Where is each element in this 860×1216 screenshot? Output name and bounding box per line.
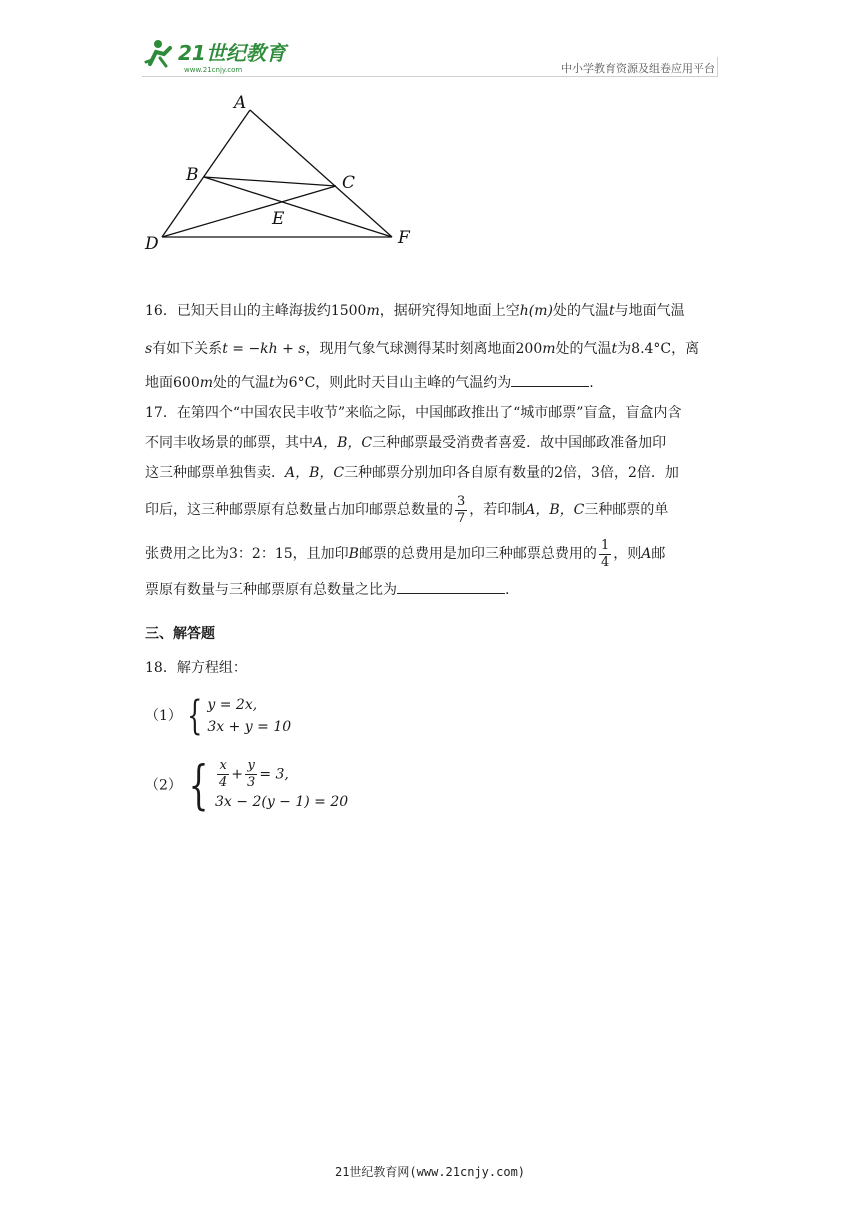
q16-text: ，现用气象气球测得某时刻离地面200 (305, 341, 543, 357)
label-C: C (342, 173, 356, 193)
q16-text: 与地面气温 (614, 303, 685, 319)
q16-answer-blank[interactable] (511, 372, 589, 387)
q17-number: 17． (145, 405, 177, 421)
section-heading: 三、解答题 (145, 626, 215, 642)
q17-text: 三种邮票最受消费者喜爱．故中国邮政准备加印 (372, 435, 667, 451)
header-platform-text: 中小学教育资源及组卷应用平台 (561, 62, 715, 75)
label-A: A (234, 93, 247, 113)
q17-text: ，若印制 (469, 502, 526, 518)
equation: 3x + y = 10 (207, 719, 292, 735)
question-17 (145, 398, 715, 604)
q16-var-h: h (519, 303, 529, 319)
q18-number: 18． (145, 660, 177, 676)
left-brace: { (188, 755, 209, 816)
q18-part1-label: （1） (145, 708, 182, 724)
q18-part-2 (145, 755, 715, 816)
page-footer: 21世纪教育网(www.21cnjy.com) (334, 1165, 526, 1179)
q16-text: 已知天目山的主峰海拔约1500 (176, 303, 367, 319)
equation: $\frac{x}{4}$ + $\frac{y}{3}$ = 3, (219, 758, 289, 790)
header-divider-tick (717, 57, 718, 76)
q17-text: 邮票的总费用是加印三种邮票总费用的 (358, 546, 597, 562)
q16-unit: (m) (528, 303, 553, 319)
q17-text: 印后，这三种邮票原有总数量占加印邮票总数量的 (145, 502, 453, 518)
q17-labels: A，B，C (313, 435, 373, 451)
q16-var-t: t (608, 303, 615, 319)
q16-text: 有如下关系 (152, 341, 223, 357)
q16-text: ，据研究得知地面上空 (379, 303, 520, 319)
q16-var-t: t (611, 341, 618, 357)
left-brace: { (187, 693, 203, 739)
q16-unit: m (366, 303, 380, 319)
q17-text: 不同丰收场景的邮票，其中 (145, 435, 313, 451)
segment-AD (162, 110, 250, 237)
q17-labels: A (641, 546, 652, 562)
q17-text: 三种邮票的单 (584, 502, 669, 518)
q17-labels: B (348, 546, 359, 562)
q16-text: 处的气温 (213, 375, 270, 391)
q16-var-s: s (145, 341, 153, 357)
q16-unit: m (542, 341, 556, 357)
q17-text: 这三种邮票单独售卖． (145, 465, 285, 481)
q18-title: 解方程组： (176, 660, 247, 676)
q16-text: 处的气温 (552, 303, 609, 319)
segment-BF (204, 177, 392, 237)
q16-unit: m (199, 375, 214, 391)
q17-text: 张费用之比为3：2：15，且加印 (145, 546, 349, 562)
equation: y = 2x, (207, 697, 258, 713)
site-logo (142, 34, 292, 76)
q16-formula: t = −kh + s (222, 341, 306, 357)
q17-text: 邮 (651, 546, 666, 562)
label-E: E (272, 209, 285, 229)
segment-BC (204, 177, 336, 186)
q17-text: . (505, 582, 510, 598)
label-F: F (398, 228, 410, 248)
runner-icon (146, 40, 170, 66)
q17-labels: A，B，C (285, 465, 345, 481)
q16-text: 地面600 (145, 375, 200, 391)
question-16 (145, 292, 715, 398)
q18-part2-label: （2） (145, 777, 182, 794)
fraction-one-quarter: $\frac{1}{4}$ (600, 537, 610, 570)
equation: 3x − 2(y − 1) = 20 (215, 794, 349, 810)
q17-answer-blank[interactable] (397, 579, 505, 594)
q17-text: 在第四个“中国农民丰收节”来临之际，中国邮政推出了“城市邮票”盲盒，盲盒内含 (176, 405, 682, 421)
q16-text: 为8.4°C，离 (617, 341, 700, 357)
q17-text: 票原有数量与三种邮票原有总数量之比为 (145, 582, 397, 598)
q16-text: . (589, 375, 594, 391)
q17-text: 三种邮票分别加印各自原有数量的2倍，3倍，2倍．加 (344, 465, 679, 481)
label-D: D (145, 234, 159, 254)
segment-DC (162, 186, 336, 237)
label-B: B (186, 165, 199, 185)
q17-text: ，则 (613, 546, 642, 562)
q18-part-1 (145, 694, 715, 738)
q16-text: 为6°C，则此时天目山主峰的气温约为 (274, 375, 512, 391)
q17-labels: A，B，C (525, 502, 585, 518)
equation-system-1 (182, 694, 291, 738)
question-18 (145, 658, 715, 678)
q16-number: 16． (145, 303, 177, 319)
fraction-three-sevenths: $\frac{3}{7}$ (457, 493, 466, 526)
triangle-figure (140, 90, 430, 260)
q16-var-t: t (269, 375, 275, 391)
logo-text: 21世纪教育 (178, 41, 286, 65)
header-divider (142, 76, 718, 77)
equation-system-2 (182, 755, 349, 816)
logo-url: www.21cnjy.com (184, 66, 243, 74)
q16-text: 处的气温 (555, 341, 612, 357)
